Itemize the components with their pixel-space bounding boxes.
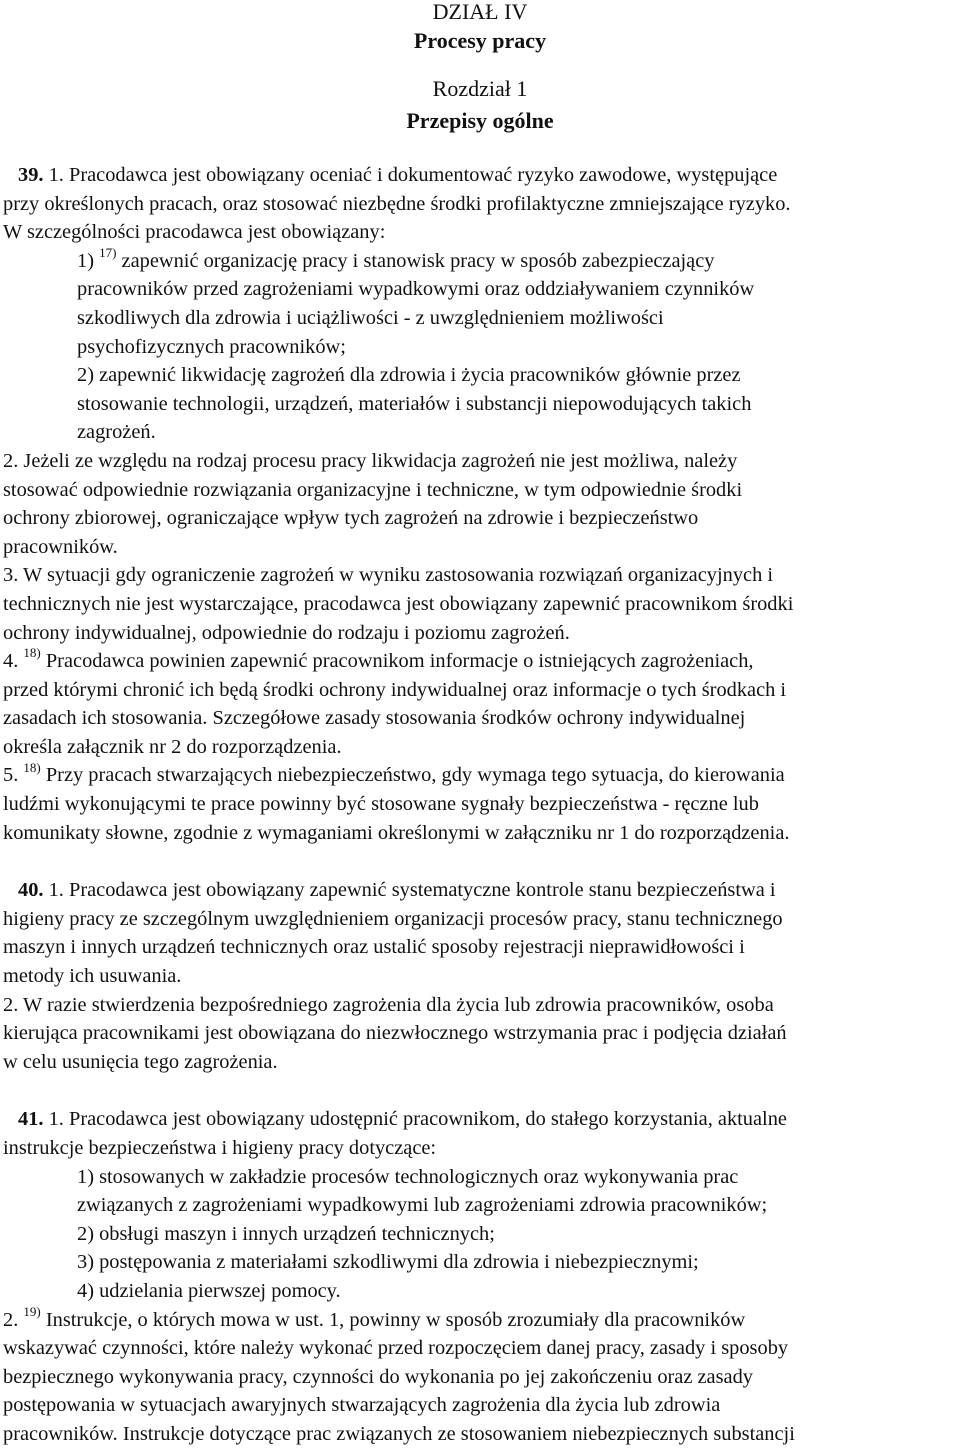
paragraph-5-line: ludźmi wykonującymi te prace powinny być stosowane sygnały bezpieczeństwa - ręczne lub xyxy=(3,793,759,816)
article-39-line: 39. 1. Pracodawca jest obowiązany oceniać i dokumentować ryzyko zawodowe, występujące xyxy=(18,164,778,186)
paragraph-2: 2. W razie stwierdzenia bezpośredniego zagrożenia dla życia lub zdrowia pracowników, osoba xyxy=(3,993,774,1016)
point-1-line: szkodliwych dla zdrowia i uciążliwości - z uwzględnieniem możliwości xyxy=(77,306,664,329)
paragraph-4-line: przed którymi chronić ich będą środki ochrony indywidualnej oraz informacje o tych środkach i xyxy=(3,678,787,701)
article-39 xyxy=(0,161,960,847)
point-1-line: związanych z zagrożeniami wypadkowymi lub zagrożeniami zdrowia pracowników; xyxy=(77,1194,768,1217)
paragraph-4-line: określa załącznik nr 2 do rozporządzenia. xyxy=(3,735,342,758)
article-41-line: 41. 1. Pracodawca jest obowiązany udostępnić pracownikom, do stałego korzystania, aktualne xyxy=(18,1108,787,1131)
division-title: Procesy pracy xyxy=(413,28,547,53)
article-39-line: W szczególności pracodawca jest obowiązany: xyxy=(3,221,386,244)
article-40-line: metody ich usuwania. xyxy=(3,965,182,988)
point-4: 4) udzielania pierwszej pomocy. xyxy=(77,1279,341,1302)
chapter-number: Rozdział 1 xyxy=(432,76,528,101)
paragraph-2: 2. $^{19)}$ Instrukcje, o których mowa w ust. 1, powinny w sposób zrozumiały dla pracowników xyxy=(3,1303,746,1331)
article-41 xyxy=(0,1105,960,1448)
paragraph-4-line: zasadach ich stosowania. Szczegółowe zasady stosowania środków ochrony indywidualnej xyxy=(3,707,746,730)
division-number: DZIAŁ IV xyxy=(432,0,528,24)
paragraph-3: 3. W sytuacji gdy ograniczenie zagrożeń w wyniku zastosowania rozwiązań organizacyjnych i xyxy=(3,564,774,587)
footnote-ref: 17) xyxy=(99,244,117,260)
spacer xyxy=(0,847,960,876)
paragraph-2-line: ochrony zbiorowej, ograniczające wpływ tych zagrożeń na zdrowie i bezpieczeństwo xyxy=(3,507,699,530)
paragraph-5: 5. $^{18)}$ Przy pracach stwarzających niebezpieczeństwo, gdy wymaga tego sytuacja, do kierowania xyxy=(3,759,785,787)
paragraph-2-line: postępowania w sytuacjach awaryjnych stwarzających zagrożenia dla życia lub zdrowia xyxy=(3,1394,721,1417)
division-heading xyxy=(0,0,960,136)
chapter-title: Przepisy ogólne xyxy=(406,108,554,133)
footnote-ref: 18) xyxy=(23,759,41,775)
point-2-line: zagrożeń. xyxy=(77,421,156,444)
paragraph-2-line: wskazywać czynności, które należy wykonać przed rozpoczęciem danej pracy, zasady i sposoby xyxy=(3,1337,789,1360)
point-1-line: psychofizycznych pracowników; xyxy=(77,335,346,358)
point-3: 3) postępowania z materiałami szkodliwymi dla zdrowia i niebezpiecznymi; xyxy=(77,1251,699,1274)
footnote-ref: 18) xyxy=(23,645,41,661)
paragraph-4: 4. $^{18)}$ Pracodawca powinien zapewnić pracownikom informacje o istniejących zagrożeniach, xyxy=(3,645,754,673)
paragraph-2-line: pracowników. Instrukcje dotyczące prac związanych ze stosowaniem niebezpiecznych substancji xyxy=(3,1422,795,1445)
paragraph-2: 2. Jeżeli ze względu na rodzaj procesu pracy likwidacja zagrożeń nie jest możliwa, należy xyxy=(3,449,738,472)
point-2: 2) zapewnić likwidację zagrożeń dla zdrowia i życia pracowników głównie przez xyxy=(77,364,741,387)
article-40 xyxy=(0,876,960,1076)
article-40-line: 40. 1. Pracodawca jest obowiązany zapewnić systematyczne kontrole stanu bezpieczeństwa i xyxy=(18,879,776,902)
paragraph-5-line: komunikaty słowne, zgodnie z wymaganiami określonymi w załączniku nr 1 do rozporządzenia. xyxy=(3,821,790,844)
point-2-line: stosowanie technologii, urządzeń, materiałów i substancji niepowodujących takich xyxy=(77,392,752,415)
paragraph-2-line: stosować odpowiednie rozwiązania organizacyjne i techniczne, w tym odpowiednie środki xyxy=(3,478,743,501)
article-40-number: 40. xyxy=(18,879,44,902)
article-39-line: przy określonych pracach, oraz stosować niezbędne środki profilaktyczne zmniejszające ryzyko. xyxy=(3,192,791,215)
point-1-line: pracowników przed zagrożeniami wypadkowymi oraz oddziaływaniem czynników xyxy=(77,278,755,301)
article-41-number: 41. xyxy=(18,1108,44,1131)
article-40-line: maszyn i innych urządzeń technicznych oraz ustalić sposoby rejestracji nieprawidłowości i xyxy=(3,936,745,959)
article-39-number: 39. xyxy=(18,164,44,186)
footnote-ref: 19) xyxy=(23,1303,41,1319)
paragraph-3-line: ochrony indywidualnej, odpowiednie do rodzaju i poziomu zagrożeń. xyxy=(3,621,570,644)
point-1: 1) $^{17)}$ zapewnić organizację pracy i stanowisk pracy w sposób zabezpieczający xyxy=(77,244,715,272)
paragraph-2-line: w celu usunięcia tego zagrożenia. xyxy=(3,1050,278,1073)
point-2: 2) obsługi maszyn i innych urządzeń technicznych; xyxy=(77,1222,495,1245)
paragraph-2-line: pracowników. xyxy=(3,535,118,558)
paragraph-3-line: technicznych nie jest wystarczające, pracodawca jest obowiązany zapewnić pracownikom środki xyxy=(3,592,794,615)
paragraph-2-line: kierująca pracownikami jest obowiązana do niezwłocznego wstrzymania prac i podjęcia działań xyxy=(3,1022,787,1045)
point-1: 1) stosowanych w zakładzie procesów technologicznych oraz wykonywania prac xyxy=(77,1165,739,1188)
spacer xyxy=(0,1076,960,1105)
article-41-line: instrukcje bezpieczeństwa i higieny pracy dotyczące: xyxy=(3,1137,437,1159)
article-40-line: higieny pracy ze szczególnym uwzględnieniem organizacji procesów pracy, stanu technicznego xyxy=(3,907,783,930)
paragraph-2-line: bezpiecznego wykonywania pracy, czynności do wykonania po jej zakończeniu oraz zasady xyxy=(3,1365,753,1388)
